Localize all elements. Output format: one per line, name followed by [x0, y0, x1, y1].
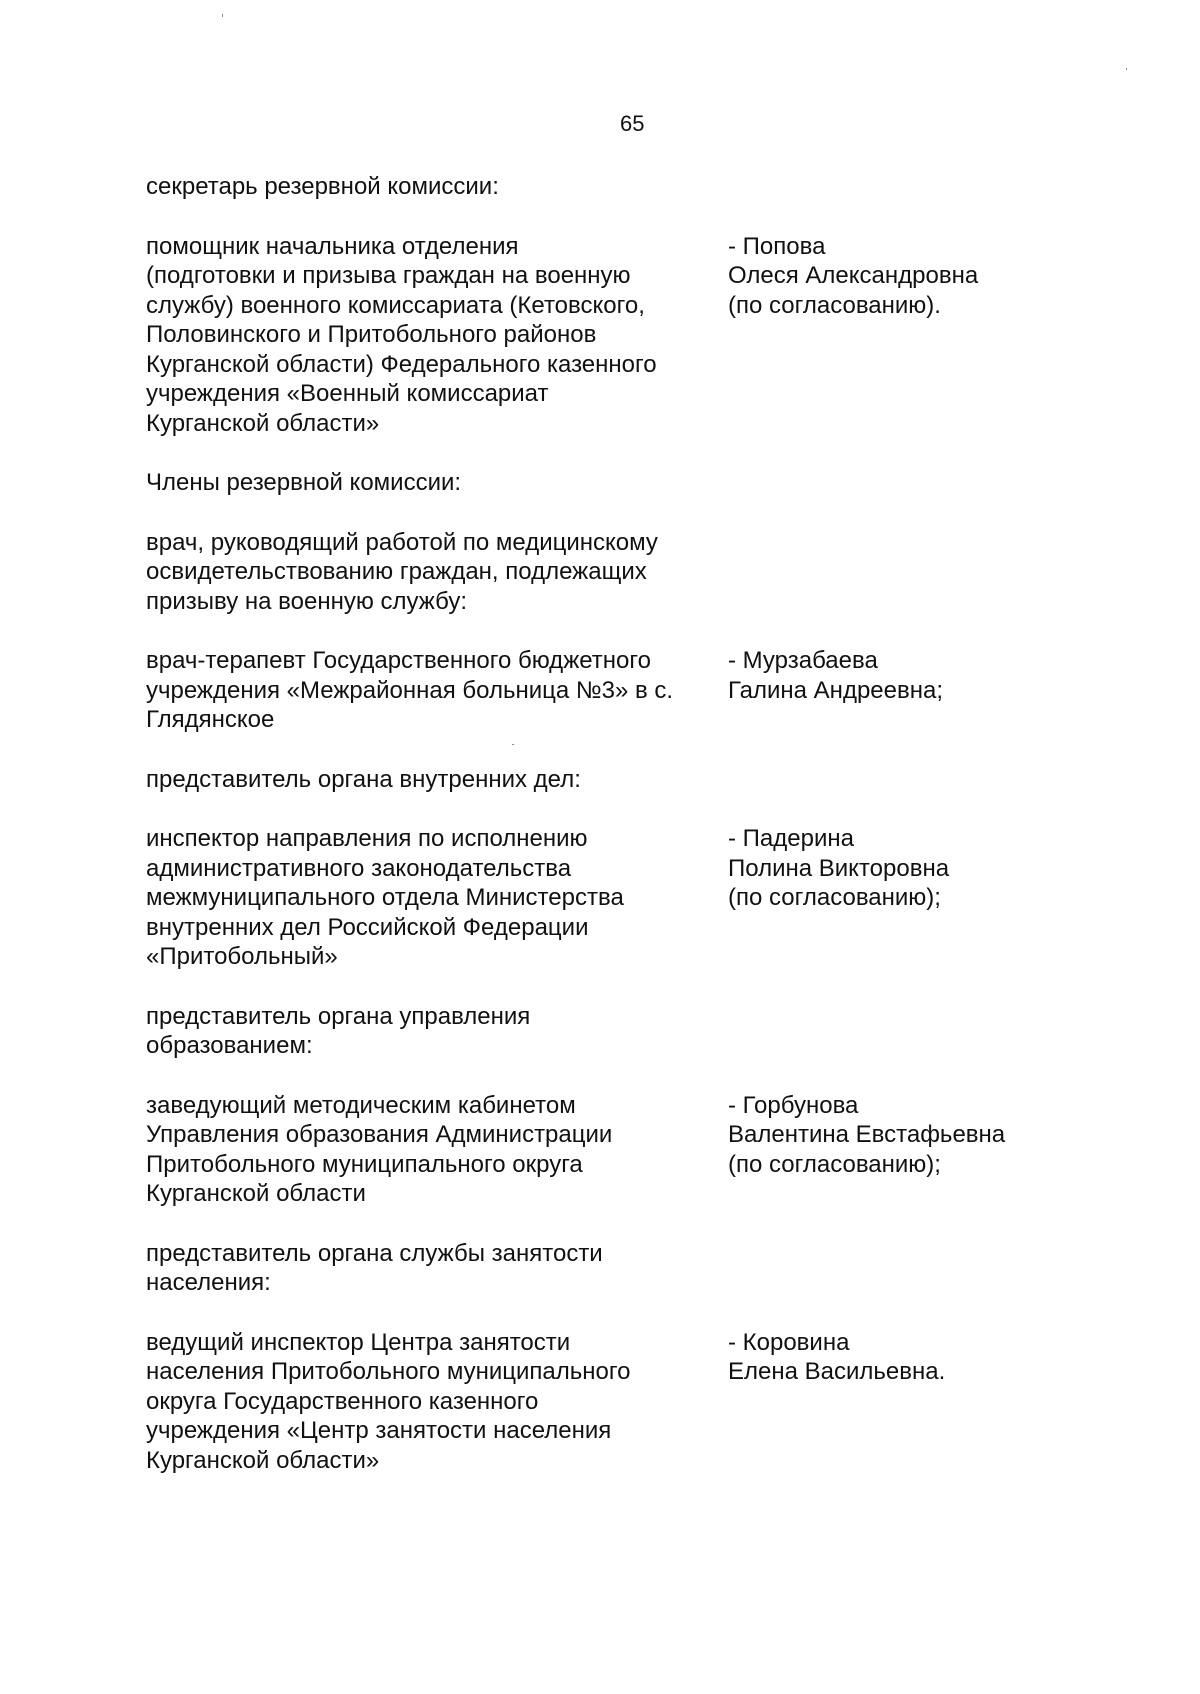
- document-body: [146, 172, 1086, 1505]
- section-heading: секретарь резервной комиссии:: [146, 173, 499, 200]
- member-position: инспектор направления по исполнению административного законодательства межмуниципального отдела Министерства внутренних дел Российской Федерации «Притобольный»: [146, 825, 624, 970]
- member-entry: [146, 824, 1086, 972]
- member-position: врач-терапевт Государственного бюджетного учреждения «Межрайонная больница №3» в с. Глядянское: [146, 647, 674, 733]
- member-entry: [146, 1091, 1086, 1209]
- member-position: заведующий методическим кабинетом Управления образования Администрации Притобольного муниципального округа Курганской области: [146, 1091, 613, 1207]
- member-name: - Попова Олеся Александровна (по согласованию).: [728, 232, 979, 319]
- member-position: помощник начальника отделения (подготовки и призыва граждан на военную службу) военного комиссариата (Кетовского, Половинского и Притобольного районов Курганской области) Федерального казенного учреждения «Военный комиссариат Курганской области»: [146, 232, 657, 437]
- member-entry: [146, 1328, 1086, 1476]
- section-heading: врач, руководящий работой по медицинскому освидетельствованию граждан, подлежащих призыву на военную службу:: [146, 528, 658, 615]
- member-position: ведущий инспектор Центра занятости населения Притобольного муниципального округа Государственного казенного учреждения «Центр занятости населения Курганской области»: [146, 1328, 631, 1474]
- member-name: - Мурзабаева Галина Андреевна;: [728, 647, 944, 704]
- page-number: 65: [620, 111, 645, 136]
- member-name: - Падерина Полина Викторовна (по согласованию);: [728, 825, 950, 911]
- scan-speck: [222, 14, 223, 17]
- member-name: - Горбунова Валентина Евстафьевна (по согласованию);: [728, 1091, 1006, 1178]
- section-heading: Члены резервной комиссии:: [146, 469, 462, 496]
- member-entry: [146, 232, 1086, 439]
- section-heading: представитель органа управления образованием:: [146, 1002, 531, 1059]
- member-entry: [146, 646, 1086, 735]
- section-heading: представитель органа внутренних дел:: [146, 765, 581, 793]
- section-heading: представитель органа службы занятости населения:: [146, 1239, 603, 1296]
- scan-speck: [1126, 68, 1127, 70]
- member-name: - Коровина Елена Васильевна.: [728, 1328, 946, 1385]
